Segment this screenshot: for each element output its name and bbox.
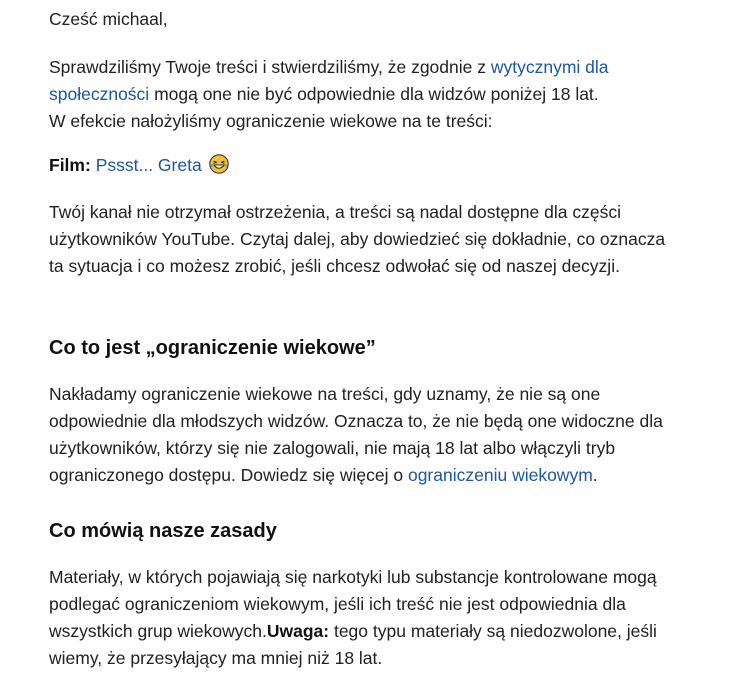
laughing-with-tears-emoji-icon xyxy=(209,154,229,174)
section-heading-age-restriction: Co to jest „ograniczenie wiekowe” xyxy=(49,337,376,359)
film-label: Film: xyxy=(49,155,91,175)
film-title-link[interactable]: Pssst... Greta xyxy=(95,155,202,175)
policies-paragraph xyxy=(49,564,674,672)
intro-text-1: Sprawdziliśmy Twoje treści i stwierdziliśmy, że zgodnie z xyxy=(49,57,491,77)
warning-paragraph: Twój kanał nie otrzymał ostrzeżenia, a treści są nadal dostępne dla części użytkowników YouTube. Czytaj dalej, aby dowiedzieć się dokładnie, co oznacza ta sytuacja i co możesz zrobić, jeśli chcesz odwołać się od naszej decyzji. xyxy=(49,202,666,276)
note-label: Uwaga: xyxy=(266,621,330,641)
policies-text: Materiały, w których pojawiają się narkotyki lub substancje kontrolowane mogą podlegać ograniczeniom wiekowym, jeśli ich treść nie jest odpowiednia dla wszystkich grup wiekowych. xyxy=(49,567,657,641)
age-restriction-paragraph xyxy=(49,381,674,489)
intro-text-2: mogą one nie być odpowiednie dla widzów poniżej 18 lat. xyxy=(149,84,599,104)
age-restriction-link[interactable]: ograniczeniu wiekowym xyxy=(407,465,593,485)
intro-text-3: W efekcie nałożyliśmy ograniczenie wiekowe na te treści: xyxy=(49,111,493,131)
film-line xyxy=(49,152,229,179)
greeting: Cześć michaal, xyxy=(49,9,168,29)
section-heading-policies: Co mówią nasze zasady xyxy=(49,520,277,542)
age-restriction-text: Nakładamy ograniczenie wiekowe na treści, gdy uznamy, że nie są one odpowiednie dla młodszych widzów. Oznacza to, że nie będą one widoczne dla użytkowników, którzy się nie zalogowali, nie mają 18 lat albo włączyli tryb ograniczonego dostępu. Dowiedz się więcej o xyxy=(49,384,663,485)
age-restriction-end: . xyxy=(592,465,598,485)
community-guidelines-link[interactable]: wytycznymi dla społeczności xyxy=(49,57,609,104)
intro-paragraph xyxy=(49,54,659,135)
note-text: tego typu materiały są niedozwolone, jeśli wiemy, że przesyłający ma mniej niż 18 lat. xyxy=(49,621,657,668)
